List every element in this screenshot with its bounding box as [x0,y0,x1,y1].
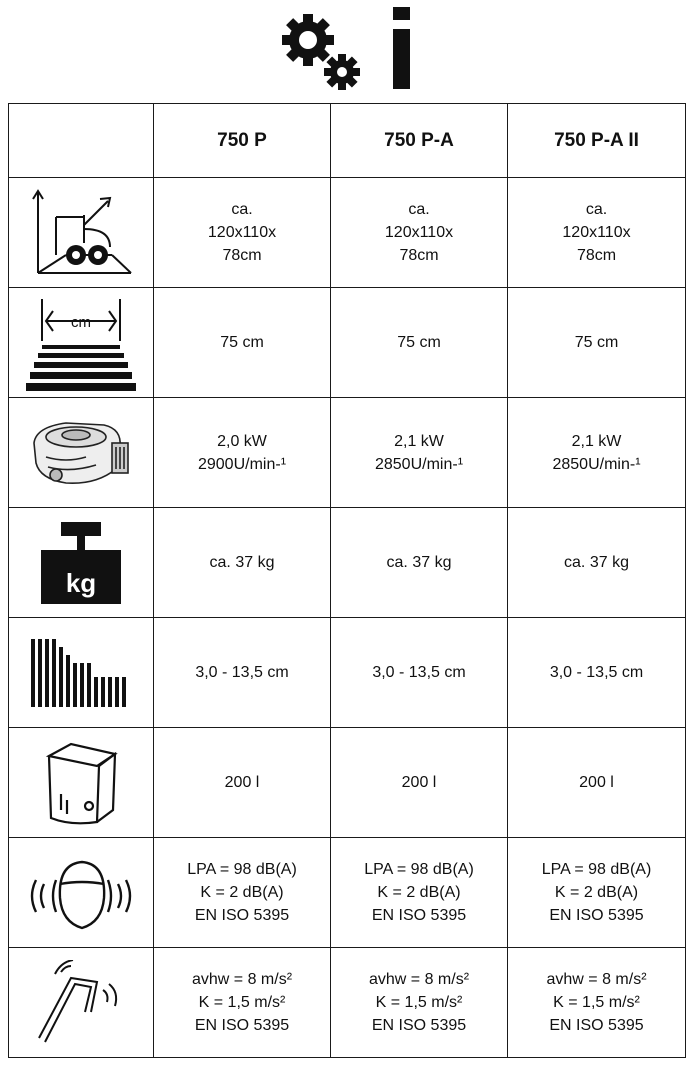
cell-value: ca. 120x110x 78cm [154,178,331,288]
engine-icon [26,413,136,493]
vibration-icon [31,960,131,1046]
cell-value: avhw = 8 m/s² K = 1,5 m/s² EN ISO 5395 [508,948,686,1058]
spec-table [8,103,686,1058]
cell-value: ca. 37 kg [508,508,686,618]
column-header: 750 P-A II [508,104,686,178]
cell-value: ca. 120x110x 78cm [331,178,508,288]
table-header-row [9,104,686,178]
info-icon [391,5,415,91]
cell-value: 3,0 - 13,5 cm [331,618,508,728]
cell-value: 200 l [508,728,686,838]
cell-value: ca. 120x110x 78cm [508,178,686,288]
cell-value: LPA = 98 dB(A) K = 2 dB(A) EN ISO 5395 [508,838,686,948]
svg-text:cm: cm [71,313,91,331]
cell-value: 2,1 kW 2850U/min-¹ [331,398,508,508]
svg-text:kg: kg [65,567,97,598]
cell-value: ca. 37 kg [154,508,331,618]
cell-value: avhw = 8 m/s² K = 1,5 m/s² EN ISO 5395 [154,948,331,1058]
table-row [9,398,686,508]
cell-value: 75 cm [508,288,686,398]
header-empty-cell [9,104,154,178]
cell-value: 75 cm [154,288,331,398]
table-row [9,508,686,618]
noise-icon [26,850,136,936]
table-row [9,838,686,948]
cell-value: 2,0 kW 2900U/min-¹ [154,398,331,508]
cell-value: 200 l [154,728,331,838]
column-header: 750 P-A [331,104,508,178]
grass-bag-icon [41,738,121,828]
cell-value: 3,0 - 13,5 cm [154,618,331,728]
gears-icon [276,6,366,96]
table-row [9,288,686,398]
cell-value: 3,0 - 13,5 cm [508,618,686,728]
cell-value: LPA = 98 dB(A) K = 2 dB(A) EN ISO 5395 [154,838,331,948]
cell-value: LPA = 98 dB(A) K = 2 dB(A) EN ISO 5395 [331,838,508,948]
cell-value: 75 cm [331,288,508,398]
cutting-height-icon [29,637,133,709]
cell-value: ca. 37 kg [331,508,508,618]
table-row [9,728,686,838]
cell-value: 200 l [331,728,508,838]
column-header: 750 P [154,104,331,178]
table-row [9,948,686,1058]
table-row [9,618,686,728]
header-icons [0,0,692,100]
table-row [9,178,686,288]
cell-value: avhw = 8 m/s² K = 1,5 m/s² EN ISO 5395 [331,948,508,1058]
cell-value: 2,1 kW 2850U/min-¹ [508,398,686,508]
cutting-width-icon [26,293,136,393]
weight-icon [39,520,123,606]
dimensions-icon [26,185,136,281]
